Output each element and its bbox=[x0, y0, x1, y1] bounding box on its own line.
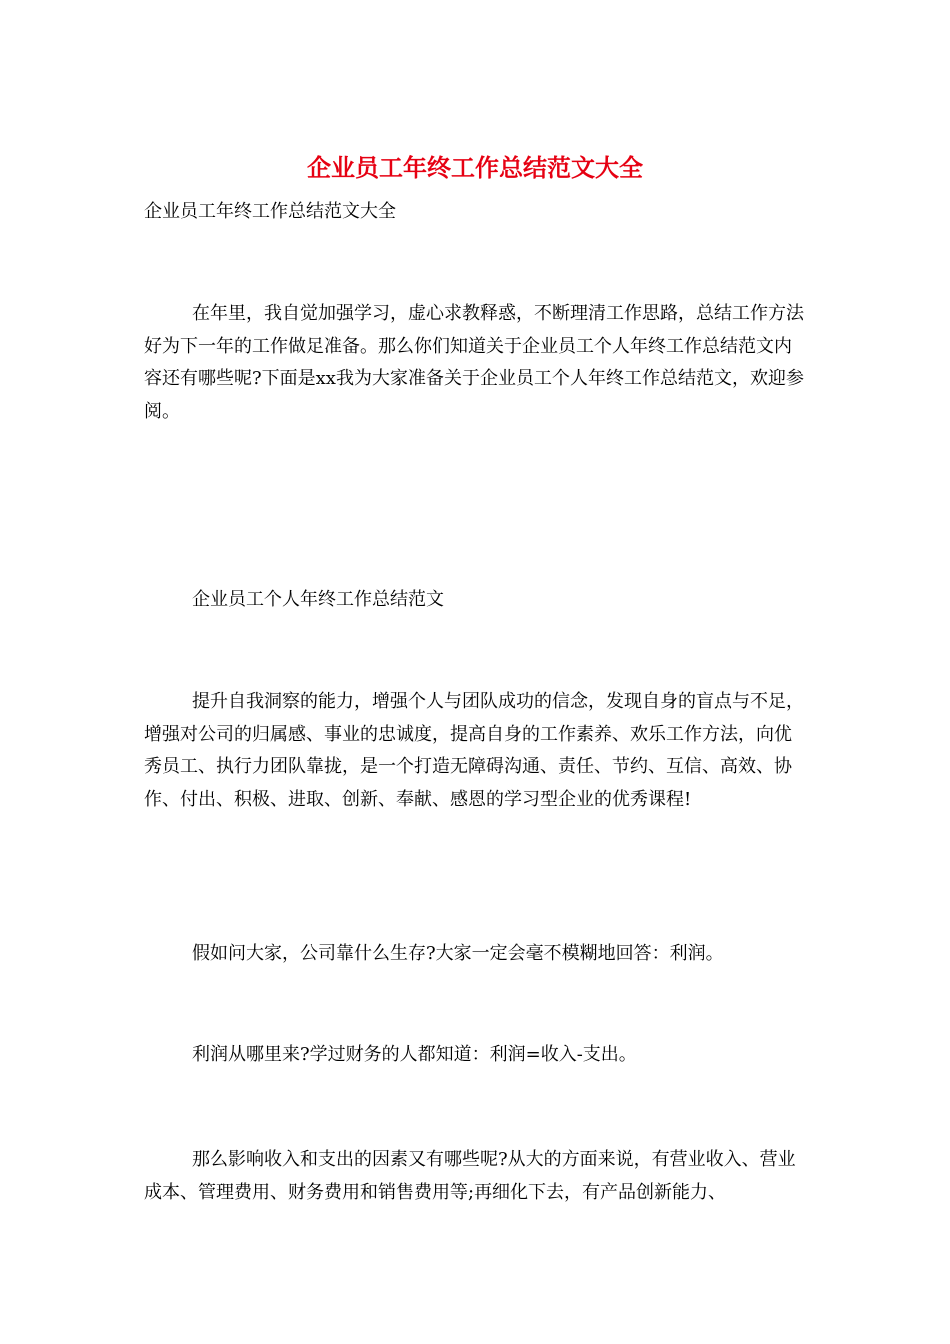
paragraph-body: 利润从哪里来?学过财务的人都知道：利润=收入-支出。 bbox=[192, 1044, 637, 1065]
section-heading: 企业员工个人年终工作总结范文 bbox=[192, 589, 444, 610]
document-title: 企业员工年终工作总结范文大全 bbox=[307, 153, 643, 182]
paragraph-body: 假如问大家，公司靠什么生存?大家一定会毫不模糊地回答：利润。 bbox=[192, 943, 724, 964]
paragraph-intro: 在年里，我自觉加强学习，虚心求教释惑，不断理清工作思路，总结工作方法好为下一年的工作做足准备。那么你们知道关于企业员工个人年终工作总结范文内容还有哪些呢?下面是xx我为大家准备关于企业员工个人年终工作总结范文，欢迎参阅。 bbox=[144, 303, 804, 422]
document-subtitle: 企业员工年终工作总结范文大全 bbox=[144, 201, 396, 222]
paragraph-body: 提升自我洞察的能力，增强个人与团队成功的信念，发现自身的盲点与不足，增强对公司的归属感、事业的忠诚度，提高自身的工作素养、欢乐工作方法，向优秀员工、执行力团队靠拢，是一个打造无障碍沟通、责任、节约、互信、高效、协作、付出、积极、进取、创新、奉献、感恩的学习型企业的优秀课程! bbox=[144, 691, 804, 810]
paragraph-body: 那么影响收入和支出的因素又有哪些呢?从大的方面来说，有营业收入、营业成本、管理费用、财务费用和销售费用等;再细化下去，有产品创新能力、 bbox=[144, 1149, 796, 1203]
